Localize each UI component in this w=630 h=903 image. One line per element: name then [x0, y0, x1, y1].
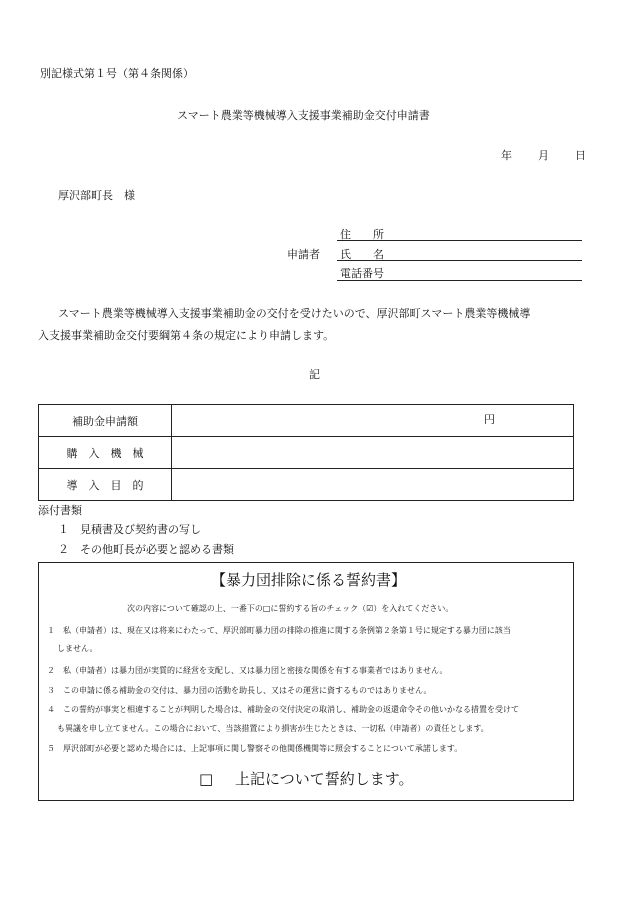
- phone-label: 電話番号: [340, 267, 384, 280]
- date-month-label: 月: [538, 149, 549, 162]
- address-underline: [337, 240, 582, 241]
- date-year-label: 年: [501, 149, 512, 162]
- applicant-label: 申請者: [287, 248, 320, 261]
- body-line-2: 入支援事業補助金交付要綱第４条の規定により申請します。: [38, 329, 335, 342]
- addressee: 厚沢部町長 様: [58, 189, 135, 202]
- purpose-field[interactable]: [172, 469, 574, 501]
- document-title: スマート農業等機械導入支援事業補助金交付申請書: [177, 109, 430, 122]
- machine-field[interactable]: [172, 437, 574, 469]
- name-label: 氏 名: [340, 248, 384, 261]
- pledge-checkbox[interactable]: □: [199, 770, 214, 788]
- attachment-item-1: １ 見積書及び契約書の写し: [58, 523, 201, 536]
- attachments-heading: 添付書類: [38, 504, 82, 517]
- pledge-item-4: ４ この誓約が事実と相違することが判明した場合は、補助金の交付決定の取消し、補助金の返還命令その他いかなる措置を受けて: [47, 705, 519, 714]
- pledge-item-4-cont: も異議を申し立てません。この場合において、当該措置により損害が生じたときは、一切私（申請者）の責任とします。: [57, 724, 489, 733]
- table-row: [39, 405, 574, 437]
- form-number: 別記様式第１号（第４条関係）: [40, 67, 194, 80]
- pledge-box: [38, 562, 574, 801]
- machine-label: 購 入 機 械: [39, 437, 172, 469]
- subsidy-amount-field[interactable]: [172, 405, 574, 437]
- name-underline: [337, 260, 582, 261]
- phone-underline: [337, 280, 582, 281]
- address-label: 住 所: [340, 228, 384, 241]
- pledge-title: 【暴力団排除に係る誓約書】: [211, 571, 407, 589]
- pledge-item-2: ２ 私（申請者）は暴力団が実質的に経営を支配し、又は暴力団と密接な関係を有する事業者ではありません。: [47, 666, 448, 675]
- pledge-statement: 上記について誓約します。: [235, 770, 414, 788]
- attachment-item-2: ２ その他町長が必要と認める書類: [58, 543, 234, 556]
- application-table: [38, 404, 574, 501]
- pledge-instruction: 次の内容について確認の上、一番下の□に誓約する旨のチェック（☑）を入れてください。: [127, 604, 454, 613]
- date-day-label: 日: [575, 149, 586, 162]
- ki-label: 記: [309, 368, 320, 381]
- pledge-item-5: ５ 厚沢部町が必要と認めた場合には、上記事項に関し警察その他関係機関等に照会することについて承諾します。: [47, 744, 463, 753]
- pledge-item-1-cont: しません。: [57, 644, 98, 653]
- table-row: [39, 437, 574, 469]
- pledge-item-1: １ 私（申請者）は、現在又は将来にわたって、厚沢部町暴力団の排除の推進に関する条例第２条第１号に規定する暴力団に該当: [47, 626, 511, 635]
- pledge-item-3: ３ この申請に係る補助金の交付は、暴力団の活動を助長し、又はその運営に資するものではありません。: [47, 686, 432, 695]
- body-line-1: スマート農業等機械導入支援事業補助金の交付を受けたいので、厚沢部町スマート農業等機械導: [58, 307, 531, 320]
- purpose-label: 導 入 目 的: [39, 469, 172, 501]
- yen-unit: 円: [484, 413, 495, 426]
- subsidy-amount-label: 補助金申請額: [39, 405, 172, 437]
- table-row: [39, 469, 574, 501]
